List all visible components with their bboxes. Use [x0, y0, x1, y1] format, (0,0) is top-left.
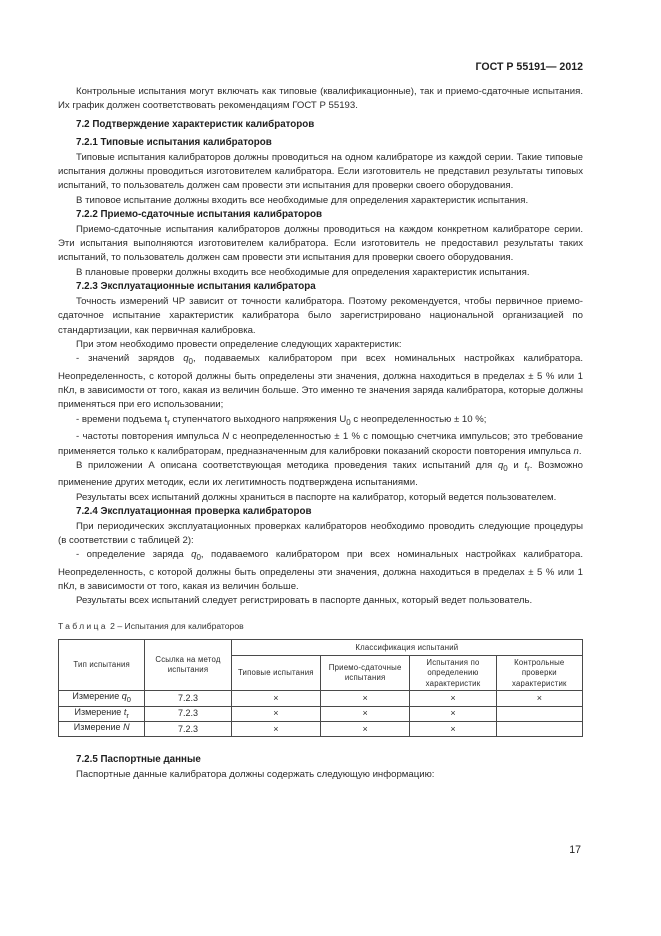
document-id-header: ГОСТ Р 55191— 2012 [475, 61, 583, 73]
row-mark-typical: × [231, 691, 320, 706]
row-mark-typical: × [231, 721, 320, 736]
section-7-2-1-paragraph-1: Типовые испытания калибраторов должны проводиться на одном калибраторе из каждой серии. Такие типовые испытания должны проводиться изготовителем калибратора. Если изготовитель не представил результаты типовых испытаний, то пользователь должен сам провести эти испытания для проверки своего оборудования. [58, 151, 583, 192]
pulse-rate-bullet: - частоты повторения импульса N с неопределенностью ± 1 % с помощью счетчика импульсов; это требование применяется только к калибраторам, предназначенным для калибровки показаний скорости повторения импульса n. [58, 431, 583, 457]
row-mark-control [496, 721, 582, 736]
row-test-name: Измерение N [59, 721, 145, 736]
table-2-calibrator-tests [58, 639, 583, 737]
header-characterization-tests: Испытания по определению характеристик [410, 656, 496, 691]
row-mark-control: × [496, 691, 582, 706]
section-7-2-2-paragraph-2: В плановые проверки должны входить все необходимые для определения характеристик испытания. [76, 266, 530, 278]
row-mark-characterization: × [410, 691, 496, 706]
rise-time-bullet: - времени подъема $t_r$ ступенчатого выходного напряжения $U_0$ с неопределенностью ± 10 %; [76, 413, 487, 427]
row-mark-control [496, 706, 582, 721]
header-test-type: Тип испытания [59, 640, 145, 691]
section-7-2-3-paragraph-4: Результаты всех испытаний должны храниться в паспорте на калибратор, который ведется пользователем. [76, 491, 557, 503]
table-row [59, 691, 583, 706]
section-7-2-2-title: 7.2.2 Приемо-сдаточные испытания калибраторов [76, 209, 323, 221]
header-method-reference: Ссылка на метод испытания [145, 640, 231, 691]
intro-paragraph: Контрольные испытания могут включать как типовые (квалификационные), так и приемо-сдаточные испытания. Их график должен соответствовать рекомендациям ГОСТ Р 55193. [58, 86, 583, 112]
row-test-name: Измерение $t_r$ [59, 706, 145, 721]
section-7-2-1-paragraph-2: В типовое испытание должны входить все необходимые для определения характеристик испытания. [76, 194, 529, 206]
row-reference: 7.2.3 [145, 706, 231, 721]
section-7-2-title: 7.2 Подтверждение характеристик калибраторов [76, 118, 315, 130]
section-7-2-4-paragraph-1: При периодических эксплуатационных проверках калибраторов необходимо проводить следующие процедуры (в соответствии с таблицей 2): [58, 520, 583, 546]
section-7-2-3-paragraph-1: Точность измерений ЧР зависит от точности калибратора. Поэтому рекомендуется, чтобы первичное приемо-сдаточное испытание характеристик калибратора было зарегистрировано национальной организацией по стандартизации, как первичная калибровка. [58, 295, 583, 336]
section-7-2-5-paragraph-1: Паспортные данные калибратора должны содержать следующую информацию: [76, 768, 435, 780]
section-7-2-3-paragraph-2: При этом необходимо провести определение следующих характеристик: [76, 338, 402, 350]
row-mark-acceptance: × [320, 691, 409, 706]
row-mark-characterization: × [410, 706, 496, 721]
row-mark-acceptance: × [320, 706, 409, 721]
section-7-2-2-paragraph-1: Приемо-сдаточные испытания калибраторов должны проводиться на каждом конкретном калибраторе серии. Эти испытания выполняются изготовителем калибратора. Если изготовитель не предоставил результаты таких испытаний, то пользователь должен сам провести эти испытания для проверки своего оборудования. [58, 223, 583, 264]
document-body [58, 85, 583, 782]
section-7-2-3-paragraph-3: В приложении А описана соответствующая методика проведения таких испытаний для $q_0$ и $t_r$. Возможно применение других методик, если их легитимность подтверждена испытаниями. [58, 459, 583, 489]
header-control-checks: Контрольные проверки характеристик [496, 656, 582, 691]
page-number: 17 [569, 844, 581, 856]
header-classification-group: Классификация испытаний [231, 640, 582, 656]
table-row [59, 706, 583, 721]
section-7-2-3-title: 7.2.3 Эксплуатационные испытания калибратора [76, 281, 316, 293]
table-row [59, 721, 583, 736]
row-reference: 7.2.3 [145, 691, 231, 706]
row-mark-acceptance: × [320, 721, 409, 736]
header-acceptance-tests: Приемо-сдаточные испытания [320, 656, 409, 691]
row-reference: 7.2.3 [145, 721, 231, 736]
section-7-2-4-paragraph-2: Результаты всех испытаний следует регистрировать в паспорте данных, который ведет пользователь. [76, 595, 533, 607]
section-7-2-5-title: 7.2.5 Паспортные данные [76, 754, 201, 766]
charge-bullet: - значений зарядов $q_0$, подаваемых калибратором при всех номинальных настройках калибратора. Неопределенность, с которой должны быть определены эти значения, должна находиться в пределах ± 5 % или 1 пКл, в зависимости от того, какая из величин больше. Это именно те значения заряда калибратора, которые должны применяться при его использовании; [58, 353, 583, 411]
row-test-name: Измерение $q_0$ [59, 691, 145, 706]
header-typical-tests: Типовые испытания [231, 656, 320, 691]
section-7-2-4-title: 7.2.4 Эксплуатационная проверка калибраторов [76, 506, 312, 518]
charge-check-bullet: - определение заряда $q_0$, подаваемого калибратором при всех номинальных настройках калибратора. Неопределенность, с которой должны быть определены эти значения, должна находиться в пределах ± 5 % или 1 пКл, в зависимости от того, какая из величин больше. [58, 549, 583, 593]
section-7-2-1-title: 7.2.1 Типовые испытания калибраторов [76, 137, 272, 149]
row-mark-characterization: × [410, 721, 496, 736]
table-2-caption: Таблица 2 – Испытания для калибраторов [58, 620, 244, 631]
row-mark-typical: × [231, 706, 320, 721]
